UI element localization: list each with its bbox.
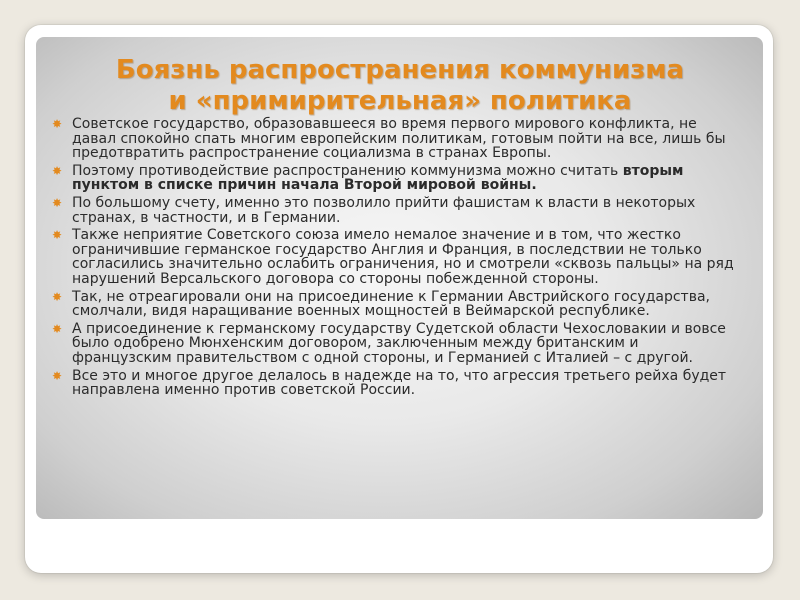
bullet-list bbox=[52, 117, 742, 401]
bullet-star-icon: ✸ bbox=[52, 289, 63, 304]
bullet-text: Поэтому противодействие распространению коммунизма можно считать bbox=[72, 162, 623, 179]
slide-title bbox=[0, 55, 800, 117]
bullet-text: А присоединение к германскому государству Судетской области Чехословакии и вовсе было одобрено Мюнхенским договором, заключенным между британским и французским правительством с одной стороны, и Германией с Италией – с другой. bbox=[72, 320, 726, 366]
bullet-text: Также неприятие Советского союза имело немалое значение и в том, что жестко ограничившие германское государство Англия и Франция, в последствии не только согласились значительно ослабить ограничения, но и смотрели «сквозь пальцы» на ряд нарушений Версальского договора со стороны побежденной стороны. bbox=[72, 227, 734, 287]
list-item bbox=[52, 117, 742, 161]
bullet-star-icon: ✸ bbox=[52, 321, 63, 336]
bullet-text: По большому счету, именно это позволило прийти фашистам к власти в некоторых странах, в частности, и в Германии. bbox=[72, 194, 696, 226]
bullet-text: Так, не отреагировали они на присоединение к Германии Австрийского государства, смолчали, видя наращивание военных мощностей в Веймарской республике. bbox=[72, 288, 710, 320]
bullet-star-icon: ✸ bbox=[52, 117, 63, 131]
bullet-bold-text: вторым пунктом в списке причин начала Второй мировой войны. bbox=[72, 162, 684, 194]
bullet-star-icon: ✸ bbox=[52, 228, 63, 243]
slide-title-line2: и «примирительная» политика bbox=[168, 86, 632, 116]
bullet-text: Все это и многое другое делалось в надежде на то, что агрессия третьего рейха будет направлена именно против советской России. bbox=[72, 367, 727, 399]
bullet-star-icon: ✸ bbox=[52, 163, 63, 178]
list-item bbox=[52, 369, 742, 398]
slide-title-line1: Боязнь распространения коммунизма bbox=[115, 55, 685, 85]
list-item bbox=[52, 164, 742, 193]
bullet-star-icon: ✸ bbox=[52, 195, 63, 210]
list-item bbox=[52, 196, 742, 225]
bullet-text: Советское государство, образовавшееся во время первого мирового конфликта, не давал спокойно спать многим европейским политикам, готовым пойти на все, лишь бы предотвратить распространение социализма в странах Европы. bbox=[72, 116, 726, 162]
bullet-star-icon: ✸ bbox=[52, 368, 63, 383]
list-item bbox=[52, 290, 742, 319]
list-item bbox=[52, 322, 742, 366]
list-item bbox=[52, 228, 742, 286]
